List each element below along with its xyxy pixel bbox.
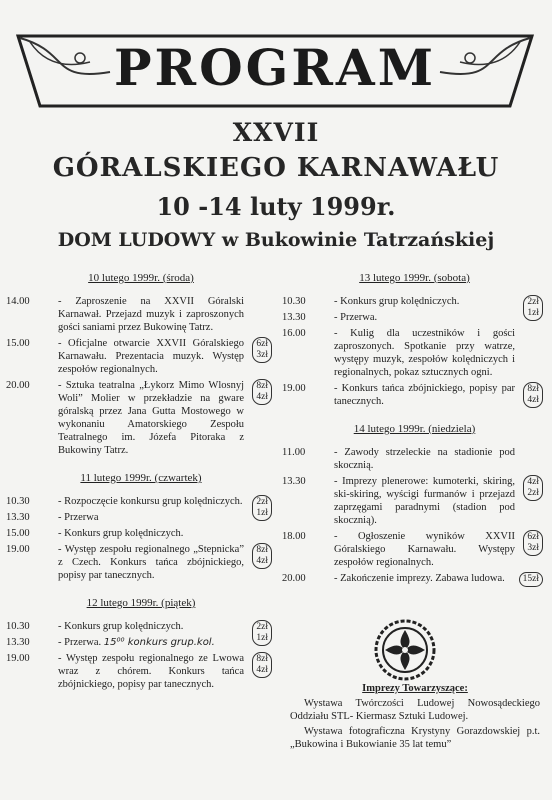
ticket-price: 2zł bbox=[256, 622, 268, 632]
event-time: 13.30 bbox=[6, 512, 30, 523]
schedule-event bbox=[282, 311, 547, 324]
event-description bbox=[58, 295, 276, 334]
event-text: - Zakończenie imprezy. Zabawa ludowa. bbox=[334, 573, 505, 584]
schedule-event bbox=[6, 543, 276, 582]
event-description bbox=[334, 475, 547, 527]
event-time: 10.30 bbox=[6, 621, 30, 632]
schedule-event bbox=[282, 327, 547, 379]
event-description bbox=[334, 327, 547, 379]
event-description bbox=[58, 379, 276, 457]
ticket-price: 2zł bbox=[527, 488, 539, 498]
event-text: - Przerwa bbox=[58, 512, 99, 523]
day-heading: 12 lutego 1999r. (piątek) bbox=[86, 597, 196, 609]
schedule-right-column bbox=[282, 272, 547, 600]
event-time: 16.00 bbox=[282, 328, 306, 339]
ticket-price: 8zł bbox=[256, 545, 268, 555]
ticket-price: 8zł bbox=[527, 384, 539, 394]
ticket-price-badge bbox=[519, 572, 543, 587]
ticket-price-badge bbox=[252, 379, 272, 405]
edition-number: XXVII bbox=[232, 118, 320, 147]
event-time: 10.30 bbox=[6, 496, 30, 507]
ticket-price: 3zł bbox=[527, 543, 539, 553]
ticket-price-badge bbox=[252, 337, 272, 363]
venue: DOM LUDOWY w Bukowinie Tatrzańskiej bbox=[57, 229, 495, 251]
event-time: 14.00 bbox=[6, 296, 30, 307]
ticket-price: 8zł bbox=[256, 654, 268, 664]
ticket-price: 6zł bbox=[256, 339, 268, 349]
ticket-price: 1zł bbox=[527, 308, 539, 318]
event-description bbox=[58, 636, 276, 649]
folk-rosette-icon bbox=[373, 618, 437, 682]
day-heading: 14 lutego 1999r. (niedziela) bbox=[353, 423, 476, 435]
ticket-price: 1zł bbox=[256, 508, 268, 518]
schedule-event bbox=[282, 382, 547, 408]
ticket-price: 4zł bbox=[256, 392, 268, 402]
ticket-price: 2zł bbox=[256, 497, 268, 507]
schedule-event bbox=[6, 527, 276, 540]
event-text: - Konkurs grup kolędniczych. bbox=[58, 528, 184, 539]
ticket-price: 1zł bbox=[256, 633, 268, 643]
schedule-event bbox=[6, 636, 276, 649]
ticket-price: 3zł bbox=[256, 350, 268, 360]
event-text: - Sztuka teatralna „Łykorz Mimo Wlosnyj Woli” Molier w przekładzie na gware góralską przez Jana Gutta Mostowego w wykonaniu Amatorskiego Zespołu Teatralnego im. Józefa Pitoraka z Bukowiny Tatrz. bbox=[58, 380, 244, 456]
schedule-event bbox=[282, 475, 547, 527]
event-description bbox=[58, 527, 276, 540]
schedule-event bbox=[6, 337, 276, 376]
imprezy-title: Imprezy Towarzyszące: bbox=[362, 683, 468, 694]
event-time: 18.00 bbox=[282, 531, 306, 542]
event-description bbox=[334, 446, 547, 472]
event-time: 11.00 bbox=[282, 447, 306, 458]
event-text: - Przerwa. bbox=[58, 637, 102, 648]
ticket-price: 4zł bbox=[256, 556, 268, 566]
schedule-event bbox=[6, 652, 276, 691]
event-time: 13.30 bbox=[6, 637, 30, 648]
ticket-price: 4zł bbox=[527, 395, 539, 405]
ticket-price-badge bbox=[252, 543, 272, 569]
schedule-event bbox=[6, 295, 276, 334]
event-time: 13.30 bbox=[282, 312, 306, 323]
imprezy-item: Wystawa fotograficzna Krystyny Gorazdowskiej p.t. „Bukowina i Bukowianie 35 lat temu” bbox=[290, 726, 540, 750]
day-heading: 11 lutego 1999r. (czwartek) bbox=[80, 472, 202, 484]
ticket-price-badge bbox=[252, 652, 272, 678]
event-description bbox=[58, 337, 276, 376]
event-time: 13.30 bbox=[282, 476, 306, 487]
ticket-price: 15zł bbox=[522, 574, 539, 584]
event-description bbox=[58, 495, 276, 508]
event-time: 19.00 bbox=[6, 653, 30, 664]
schedule-event bbox=[6, 379, 276, 457]
event-text: - Konkurs tańca zbójnickiego, popisy par tanecznych. bbox=[334, 383, 515, 407]
ticket-price: 4zł bbox=[527, 477, 539, 487]
event-time: 20.00 bbox=[6, 380, 30, 391]
ticket-price: 6zł bbox=[527, 532, 539, 542]
event-description bbox=[334, 530, 547, 569]
event-text: - Występ zespołu regionalnego ze Lwowa wraz z chórem. Konkurs tańca zbójnickiego, popisy par tanecznych. bbox=[58, 653, 244, 690]
event-text: - Przerwa. bbox=[334, 312, 378, 323]
event-name: GÓRALSKIEGO KARNAWAŁU bbox=[52, 153, 500, 183]
event-description bbox=[58, 511, 276, 524]
day-heading: 10 lutego 1999r. (środa) bbox=[88, 272, 194, 284]
event-description bbox=[58, 543, 276, 582]
schedule-left-column bbox=[6, 272, 276, 706]
day-heading: 13 lutego 1999r. (sobota) bbox=[359, 272, 470, 284]
schedule-event bbox=[282, 446, 547, 472]
event-text: - Oficjalne otwarcie XXVII Góralskiego Karnawału. Prezentacia muzyk. Występ zespołów regionalnych. bbox=[58, 338, 244, 375]
schedule-event bbox=[282, 572, 547, 585]
ticket-price: 2zł bbox=[527, 297, 539, 307]
event-time: 10.30 bbox=[282, 296, 306, 307]
event-text: - Konkurs grup kolędniczych. bbox=[58, 621, 184, 632]
ticket-price-badge bbox=[523, 530, 543, 556]
schedule-event bbox=[6, 511, 276, 524]
event-description bbox=[334, 572, 547, 585]
event-text: - Imprezy plenerowe: kumoterki, skiring, ski-skiring, wyścigi furmanów i przejazd zaprzęgami paradnymi (stadion pod skocznią). bbox=[334, 476, 515, 526]
ticket-price: 4zł bbox=[256, 665, 268, 675]
event-time: 19.00 bbox=[282, 383, 306, 394]
ticket-price: 8zł bbox=[256, 381, 268, 391]
program-banner bbox=[10, 32, 540, 110]
event-description bbox=[334, 382, 547, 408]
event-description bbox=[334, 311, 547, 324]
imprezy-section bbox=[290, 682, 540, 753]
event-time: 15.00 bbox=[6, 338, 30, 349]
event-text: - Konkurs grup kolędniczych. bbox=[334, 296, 460, 307]
event-dates: 10 -14 luty 1999r. bbox=[156, 192, 396, 221]
schedule-event bbox=[282, 530, 547, 569]
event-text: - Zaproszenie na XXVII Góralski Karnawał. Przejazd muzyk i zaproszonych gości saniami przez Bukowinę Tatrz. bbox=[58, 296, 244, 333]
event-text: - Zawody strzeleckie na stadionie pod skocznią. bbox=[334, 447, 515, 471]
event-description bbox=[334, 295, 547, 308]
program-title: PROGRAM bbox=[113, 38, 437, 97]
handwritten-note: 15⁰⁰ konkurs grup.kol. bbox=[103, 637, 215, 648]
event-time: 15.00 bbox=[6, 528, 30, 539]
ticket-price-badge bbox=[523, 382, 543, 408]
event-text: - Występ zespołu regionalnego „Stepnicka” z Czech. Konkurs tańca zbójnickiego, popisy par tanecznych. bbox=[58, 544, 244, 581]
ticket-price-badge bbox=[523, 475, 543, 501]
event-time: 19.00 bbox=[6, 544, 30, 555]
event-description bbox=[58, 620, 276, 633]
event-description bbox=[58, 652, 276, 691]
imprezy-item: Wystawa Twórczości Ludowej Nowosądeckiego Oddziału STL- Kiermasz Sztuki Ludowej. bbox=[290, 698, 540, 722]
event-text: - Ogłoszenie wyników XXVII Góralskiego Karnawału. Występy zespołów regionalnych. bbox=[334, 531, 515, 568]
event-text: - Kulig dla uczestników i gości zaproszonych. Spotkanie przy watrze, występy muzyk, zespołów kolędniczych i regionalnych, pokaz sztucznych ogni. bbox=[334, 328, 515, 378]
event-text: - Rozpoczęcie konkursu grup kolędniczych. bbox=[58, 496, 243, 507]
event-time: 20.00 bbox=[282, 573, 306, 584]
